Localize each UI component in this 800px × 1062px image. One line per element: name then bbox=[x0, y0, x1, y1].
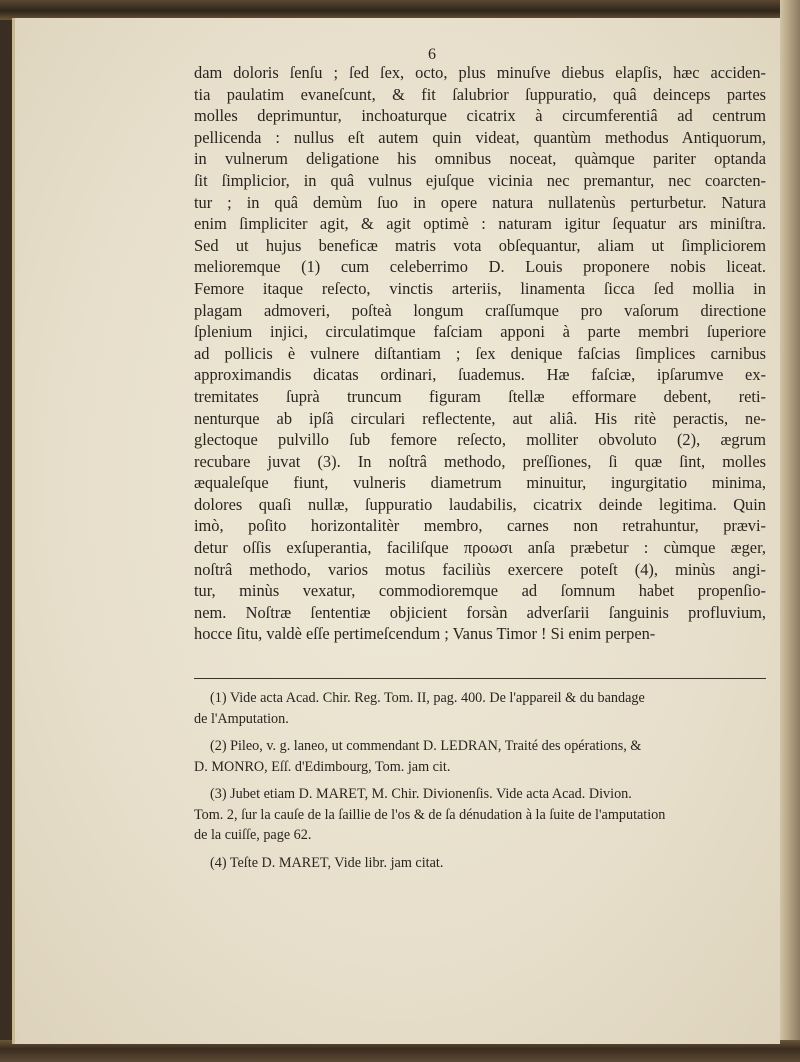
text-line: approximandis dicatas ordinari, ſuademus. Hæ faſciæ, ipſarumve ex- bbox=[194, 365, 766, 385]
footnote-line: D. MONRO, Eſſ. d'Edimbourg, Tom. jam cit. bbox=[194, 758, 451, 775]
text-line: Sed ut hujus beneficæ matris vota obſequantur, aliam ut ſimpliciorem bbox=[194, 235, 766, 255]
footnote-line: de l'Amputation. bbox=[194, 710, 289, 727]
text-line: tur, minùs vexatur, commodioremque ad ſomnum habet propenſio- bbox=[194, 581, 766, 601]
text-line: dolores quaſi nullæ, ſuppuratio laudabilis, cicatrix deinde legitima. Quin bbox=[194, 494, 766, 514]
text-line: tia paulatim evaneſcunt, & fit ſalubrior ſuppuratio, quâ deinceps partes bbox=[194, 84, 766, 104]
text-line: dam doloris ſenſu ; ſed ſex, octo, plus minuſve diebus elapſis, hæc acciden- bbox=[194, 63, 766, 82]
footnote-line: (2) Pileo, v. g. laneo, ut commendant D. LEDRAN, Traité des opérations, & bbox=[210, 738, 642, 754]
text-line: tur ; in quâ demùm ſuo in opere natura nullatenùs perturbetur. Natura bbox=[194, 192, 766, 212]
footnote-2 bbox=[194, 736, 766, 777]
footnote-line: (1) Vide acta Acad. Chir. Reg. Tom. II, pag. 400. De l'appareil & du bandage bbox=[210, 690, 645, 706]
text-line: in vulnerum deligatione his omnibus noceat, quàmque pariter optanda bbox=[194, 149, 766, 169]
text-line: pellicenda : nullus eſt autem quin videat, quantùm methodus Antiquorum, bbox=[194, 127, 766, 147]
text-line: noſtrâ methodo, varios motus faciliùs exercere poteſt (4), minùs angi- bbox=[194, 559, 766, 579]
text-line: enim ſimpliciter agit, & agit optimè : naturam igitur ſequatur ars miniſtra. bbox=[194, 214, 766, 234]
footnote-rule bbox=[194, 678, 766, 679]
footnote-line: (3) Jubet etiam D. MARET, M. Chir. Divionenſis. Vide acta Acad. Divion. bbox=[210, 786, 632, 802]
text-line: recubare juvat (3). In noſtrâ methodo, preſſiones, ſi quæ ſint, molles bbox=[194, 451, 766, 471]
scan-border-top bbox=[0, 0, 800, 20]
text-line: molles deprimuntur, inchoaturque cicatrix à circumferentiâ ad centrum bbox=[194, 106, 766, 126]
footnote-1 bbox=[194, 688, 766, 729]
text-line: melioremque (1) cum celeberrimo D. Louis proponere nobis liceat. bbox=[194, 257, 766, 277]
text-line: nenturque ab ipſâ circulari reflectente, aut aliâ. His ritè peractis, ne- bbox=[194, 408, 766, 428]
scan-border-right bbox=[780, 0, 800, 1062]
footnote-line: Tom. 2, ſur la cauſe de la ſaillie de l'os & de ſa dénudation à la ſuite de l'amputation bbox=[194, 806, 666, 823]
footnote-3 bbox=[194, 784, 766, 846]
text-line: hocce ſitu, valdè eſſe pertimeſcendum ; Vanus Timor ! Si enim perpen- bbox=[194, 624, 656, 644]
text-line: imò, poſito horizontalitèr membro, carnes non retrahuntur, prævi- bbox=[194, 516, 766, 536]
footnotes bbox=[194, 688, 766, 880]
text-line: ſplenium injici, circulatimque faſciam apponi à parte membri ſuperiore bbox=[194, 322, 766, 342]
text-line: glectoque pulvillo ſub femore reſecto, molliter obvoluto (2), ægrum bbox=[194, 430, 766, 450]
text-line: plagam admoveri, poſteà longum craſſumque pro vaſorum directione bbox=[194, 300, 766, 320]
footnote-line: de la cuiſſe, page 62. bbox=[194, 827, 312, 843]
text-line: Femore itaque reſecto, vinctis arteriis, linamenta ſicca ſed mollia in bbox=[194, 278, 766, 298]
main-text bbox=[194, 62, 766, 645]
text-line: æqualeſque fiunt, vulneris diametrum minuitur, ingurgitatio minima, bbox=[194, 473, 766, 493]
text-line: ad pollicis è vulnere diſtantiam ; ſex denique faſcias ſimplices carnibus bbox=[194, 343, 766, 363]
footnote-4 bbox=[194, 853, 766, 874]
text-line: nem. Noſtræ ſententiæ objicient forsàn adverſarii ſanguinis profluvium, bbox=[194, 602, 766, 622]
page-number: 6 bbox=[428, 46, 436, 63]
text-line: tremitates ſuprà truncum figuram ſtellæ efformare debent, reti- bbox=[194, 386, 766, 406]
footnote-line: (4) Teſte D. MARET, Vide libr. jam citat. bbox=[210, 854, 444, 871]
text-line: detur oſſis exſuperantia, faciliſque προωσι anſa præbetur : cùmque æger, bbox=[194, 538, 766, 558]
text-line: ſit ſimplicior, in quâ vulnus ejuſque vicinia nec premantur, nec coarcten- bbox=[194, 170, 766, 190]
